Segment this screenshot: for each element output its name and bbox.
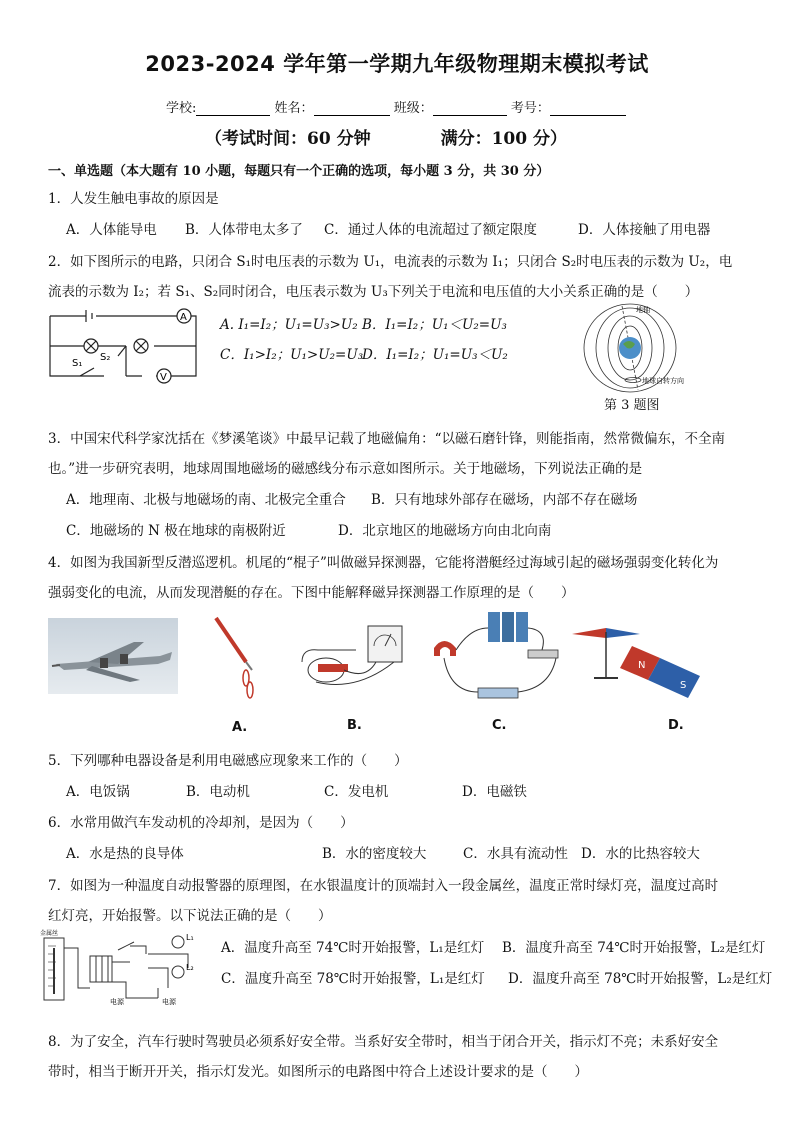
q1-option-a[interactable]: A．人体能导电 bbox=[66, 222, 157, 238]
fig-power-2-label: 电源 bbox=[162, 998, 176, 1006]
fig-s2-label: S₂ bbox=[100, 352, 111, 363]
question-6-stem: 6．水常用做汽车发动机的冷却剂，是因为（ ） bbox=[48, 815, 354, 831]
question-2-line-1: 2．如下图所示的电路，只闭合 S₁时电压表的示数为 U₁，电流表的示数为 I₁；只闭合 S₂时电压表的示数为 U₂，电 bbox=[48, 254, 733, 270]
question-7-line-1: 7．如图为一种温度自动报警器的原理图，在水银温度计的顶端封入一段金属丝，温度正常时绿灯亮，温度过高时 bbox=[48, 878, 719, 894]
q6-option-c[interactable]: C．水具有流动性 bbox=[463, 846, 568, 862]
patrol-aircraft-photo bbox=[48, 618, 178, 694]
question-4-line-1: 4．如图为我国新型反潜巡逻机。机尾的“棍子”叫做磁异探测器，它能将潜艇经过海域引起的磁场强弱变化转化为 bbox=[48, 555, 719, 571]
fig-l2-label: L₂ bbox=[186, 963, 194, 972]
fig-s1-label: S₁ bbox=[72, 358, 83, 369]
exam-meta bbox=[205, 124, 567, 149]
q2-option-b[interactable]: B．I₁=I₂；U₁＜U₂=U₃ bbox=[362, 317, 507, 333]
question-3-line-2: 也。”进一步研究表明，地球周围地磁场的磁感线分布示意如图所示。关于地磁场，下列说法正确的是 bbox=[48, 461, 643, 477]
q7-option-a[interactable]: A．温度升高至 74℃时开始报警，L₁是红灯 bbox=[221, 940, 485, 956]
question-3-line-1: 3．中国宋代科学家沈括在《梦溪笔谈》中最早记载了地磁偏角：“以磁石磨针锋，则能指南，然常微偏东，不全南 bbox=[48, 431, 725, 447]
q3-option-d[interactable]: D．北京地区的地磁场方向由北向南 bbox=[338, 523, 552, 539]
fig-power-1-label: 电源 bbox=[110, 998, 124, 1006]
q6-option-b[interactable]: B．水的密度较大 bbox=[322, 846, 427, 862]
section-heading: 一、单选题（本大题有 10 小题，每题只有一个正确的选项，每小题 3 分，共 30 分） bbox=[48, 164, 550, 179]
name-blank[interactable] bbox=[314, 102, 390, 116]
q2-option-a[interactable]: A. I₁=I₂；U₁=U₃>U₂ bbox=[220, 317, 358, 333]
class-blank[interactable] bbox=[433, 102, 507, 116]
earth-axis-label: 地轴 bbox=[636, 306, 650, 314]
question-1-stem: 1．人发生触电事故的原因是 bbox=[48, 191, 219, 207]
q1-option-c[interactable]: C．通过人体的电流超过了额定限度 bbox=[324, 222, 537, 238]
exam-time: （考试时间：60 分钟 bbox=[205, 129, 371, 149]
page-title: 2023-2024 学年第一学期九年级物理期末模拟考试 bbox=[145, 52, 649, 76]
option-c-label[interactable]: C. bbox=[492, 718, 507, 733]
student-info-row bbox=[166, 97, 626, 116]
q5-option-c[interactable]: C．发电机 bbox=[324, 784, 389, 800]
fig-ammeter-label: A bbox=[180, 312, 187, 323]
magnet-n-label: N bbox=[638, 660, 646, 671]
q1-option-d[interactable]: D．人体接触了用电器 bbox=[578, 222, 711, 238]
q2-circuit-figure bbox=[46, 308, 206, 386]
q3-option-b[interactable]: B．只有地球外部存在磁场，内部不存在磁场 bbox=[371, 492, 638, 508]
q3-option-c[interactable]: C．地磁场的 N 极在地球的南极附近 bbox=[66, 523, 286, 539]
question-4-line-2: 强弱变化的电流，从而发现潜艇的存在。下图中能解释磁异探测器工作原理的是（ ） bbox=[48, 585, 575, 601]
q2-option-c[interactable]: C．I₁>I₂；U₁>U₂=U₃ bbox=[220, 347, 364, 363]
temperature-alarm-figure bbox=[38, 928, 214, 1008]
option-d-label[interactable]: D. bbox=[668, 718, 684, 733]
question-8-line-2: 带时，相当于断开开关，指示灯发光。如图所示的电路图中符合上述设计要求的是（ ） bbox=[48, 1064, 588, 1080]
exam-score: 满分：100 分） bbox=[440, 129, 567, 149]
figure-3-caption: 第 3 题图 bbox=[604, 398, 660, 413]
option-d-figure bbox=[566, 618, 706, 702]
option-b-figure bbox=[296, 618, 408, 694]
question-8-line-1: 8．为了安全，汽车行驶时驾驶员必须系好安全带。当系好安全带时，相当于闭合开关，指示灯不亮；未系好安全 bbox=[48, 1034, 719, 1050]
q1-option-b[interactable]: B．人体带电太多了 bbox=[185, 222, 303, 238]
q7-option-c[interactable]: C．温度升高至 78℃时开始报警，L₁是红灯 bbox=[221, 971, 485, 987]
q7-option-b[interactable]: B．温度升高至 74℃时开始报警，L₂是红灯 bbox=[502, 940, 766, 956]
option-a-label[interactable]: A. bbox=[232, 720, 248, 735]
school-blank[interactable] bbox=[196, 102, 270, 116]
fig-voltmeter-label: V bbox=[160, 372, 167, 383]
magnet-s-label: S bbox=[680, 680, 687, 691]
number-blank[interactable] bbox=[550, 102, 626, 116]
option-c-figure bbox=[430, 608, 570, 708]
q6-option-a[interactable]: A．水是热的良导体 bbox=[66, 846, 184, 862]
fig-wire-label: 金属丝 bbox=[40, 930, 59, 937]
question-5-stem: 5．下列哪种电器设备是利用电磁感应现象来工作的（ ） bbox=[48, 753, 408, 769]
earth-rotation-label: 地球自转方向 bbox=[642, 377, 684, 385]
q3-option-a[interactable]: A．地理南、北极与地磁场的南、北极完全重合 bbox=[66, 492, 346, 508]
q5-option-b[interactable]: B．电动机 bbox=[186, 784, 250, 800]
q5-option-d[interactable]: D．电磁铁 bbox=[462, 784, 527, 800]
q6-option-d[interactable]: D．水的比热容较大 bbox=[581, 846, 700, 862]
class-label: 班级： bbox=[393, 101, 433, 116]
option-a-figure bbox=[206, 612, 266, 704]
q7-option-d[interactable]: D．温度升高至 78℃时开始报警，L₂是红灯 bbox=[508, 971, 773, 987]
name-label: 姓名： bbox=[274, 101, 314, 116]
earth-magnetic-field-figure bbox=[578, 300, 708, 395]
number-label: 考号： bbox=[510, 101, 550, 116]
q5-option-a[interactable]: A．电饭锅 bbox=[66, 784, 130, 800]
option-b-label[interactable]: B. bbox=[347, 718, 362, 733]
q2-option-d[interactable]: D．I₁=I₂；U₁=U₃＜U₂ bbox=[362, 347, 508, 363]
question-7-line-2: 红灯亮，开始报警。以下说法正确的是（ ） bbox=[48, 908, 332, 924]
question-2-line-2: 流表的示数为 I₂；若 S₁、S₂同时闭合，电压表示数为 U₃下列关于电流和电压值的大小关系正确的是（ ） bbox=[48, 284, 699, 300]
fig-l1-label: L₁ bbox=[186, 933, 194, 942]
school-label: 学校: bbox=[166, 101, 197, 116]
